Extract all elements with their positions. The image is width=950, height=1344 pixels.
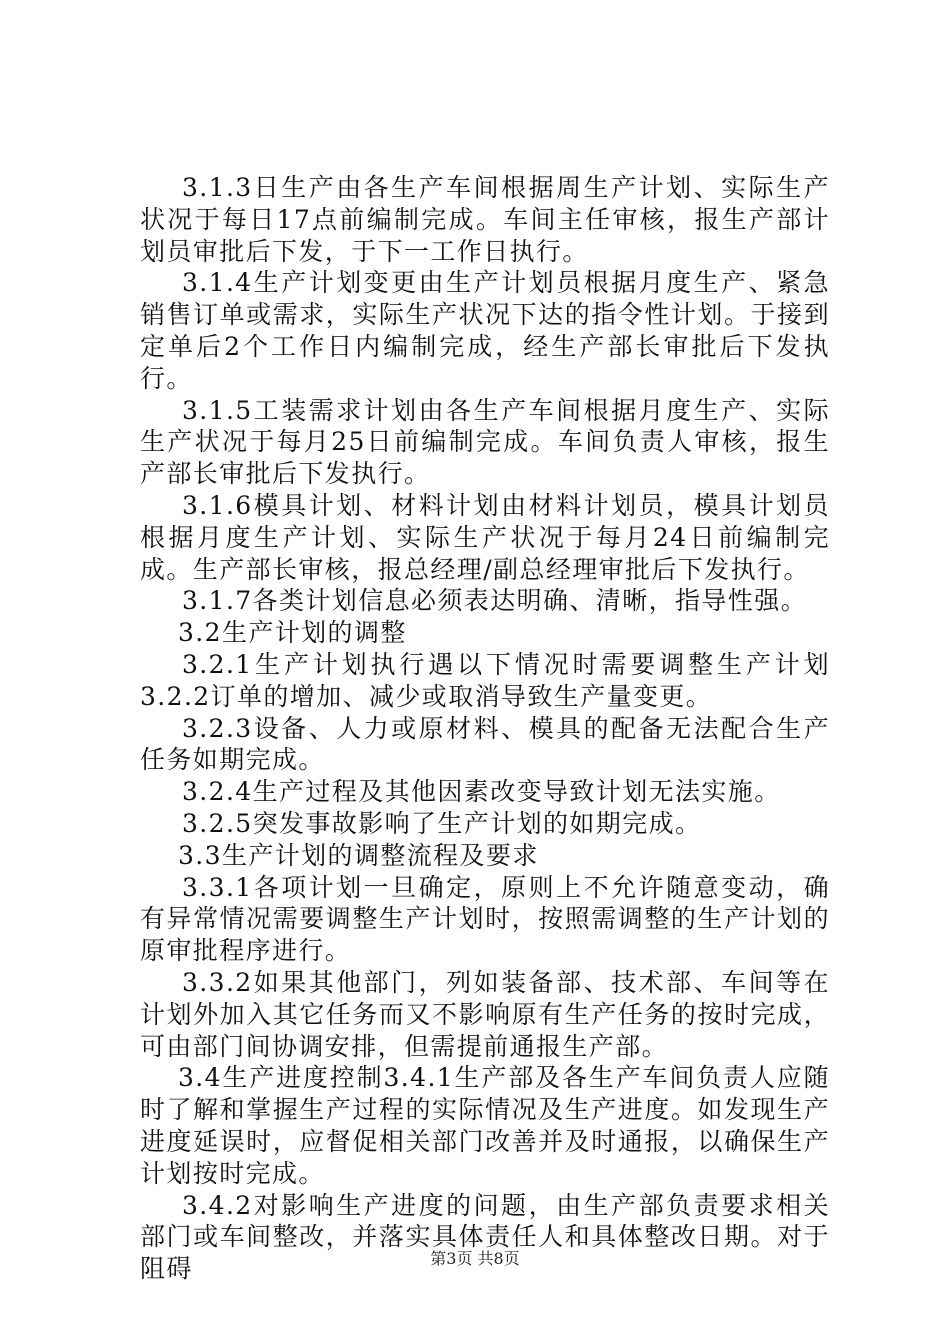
section-heading-3-3: 3.3生产计划的调整流程及要求 <box>178 840 539 870</box>
paragraph-3-1-6: 3.1.6模具计划、材料计划由材料计划员，模具计划员根据月度生产计划、实际生产状况于每月24日前编制完成。生产部长审核，报总经理/副总经理审批后下发执行。 <box>140 490 830 584</box>
paragraph-3-1-4: 3.1.4生产计划变更由生产计划员根据月度生产、紧急销售订单或需求，实际生产状况下达的指令性计划。于接到定单后2个工作日内编制完成，经生产部长审批后下发执行。 <box>140 268 830 393</box>
paragraph-3-3-1: 3.3.1各项计划一旦确定，原则上不允许随意变动，确有异常情况需要调整生产计划时，按照需调整的生产计划的原审批程序进行。 <box>140 872 830 966</box>
paragraph-3-2-5: 3.2.5突发事故影响了生产计划的如期完成。 <box>182 808 702 838</box>
paragraph-3-1-7: 3.1.7各类计划信息必须表达明确、清晰，指导性强。 <box>182 586 808 616</box>
paragraph-3-4-2: 3.4.2对影响生产进度的问题，由生产部负责要求相关部门或车间整改，并落实具体责任人和具体整改日期。对于阻碍 <box>140 1190 830 1284</box>
page-footer: 第3页 共8页 <box>430 1249 520 1268</box>
paragraph-3-2-1: 3.2.1生产计划执行遇以下情况时需要调整生产计划3.2.2订单的增加、减少或取消导致生产量变更。 <box>140 649 830 711</box>
paragraph-3-1-5: 3.1.5工装需求计划由各生产车间根据月度生产、实际生产状况于每月25日前编制完成。车间负责人审核，报生产部长审批后下发执行。 <box>140 395 830 489</box>
paragraph-3-1-3: 3.1.3日生产由各生产车间根据周生产计划、实际生产状况于每日17点前编制完成。车间主任审核，报生产部计划员审批后下发，于下一工作日执行。 <box>140 173 830 266</box>
document-body <box>140 172 830 1285</box>
section-heading-3-2: 3.2生产计划的调整 <box>178 618 407 648</box>
paragraph-3-2-4: 3.2.4生产过程及其他因素改变导致计划无法实施。 <box>182 777 781 807</box>
paragraph-3-3-2: 3.3.2如果其他部门，列如装备部、技术部、车间等在计划外加入其它任务而又不影响原有生产任务的按时完成，可由部门间协调安排，但需提前通报生产部。 <box>140 967 830 1061</box>
paragraph-3-2-3: 3.2.3设备、人力或原材料、模具的配备无法配合生产任务如期完成。 <box>140 713 830 775</box>
paragraph-3-4: 3.4生产进度控制3.4.1生产部及各生产车间负责人应随时了解和掌握生产过程的实际情况及生产进度。如发现生产进度延误时，应督促相关部门改善并及时通报，以确保生产计划按时完成。 <box>140 1063 830 1188</box>
